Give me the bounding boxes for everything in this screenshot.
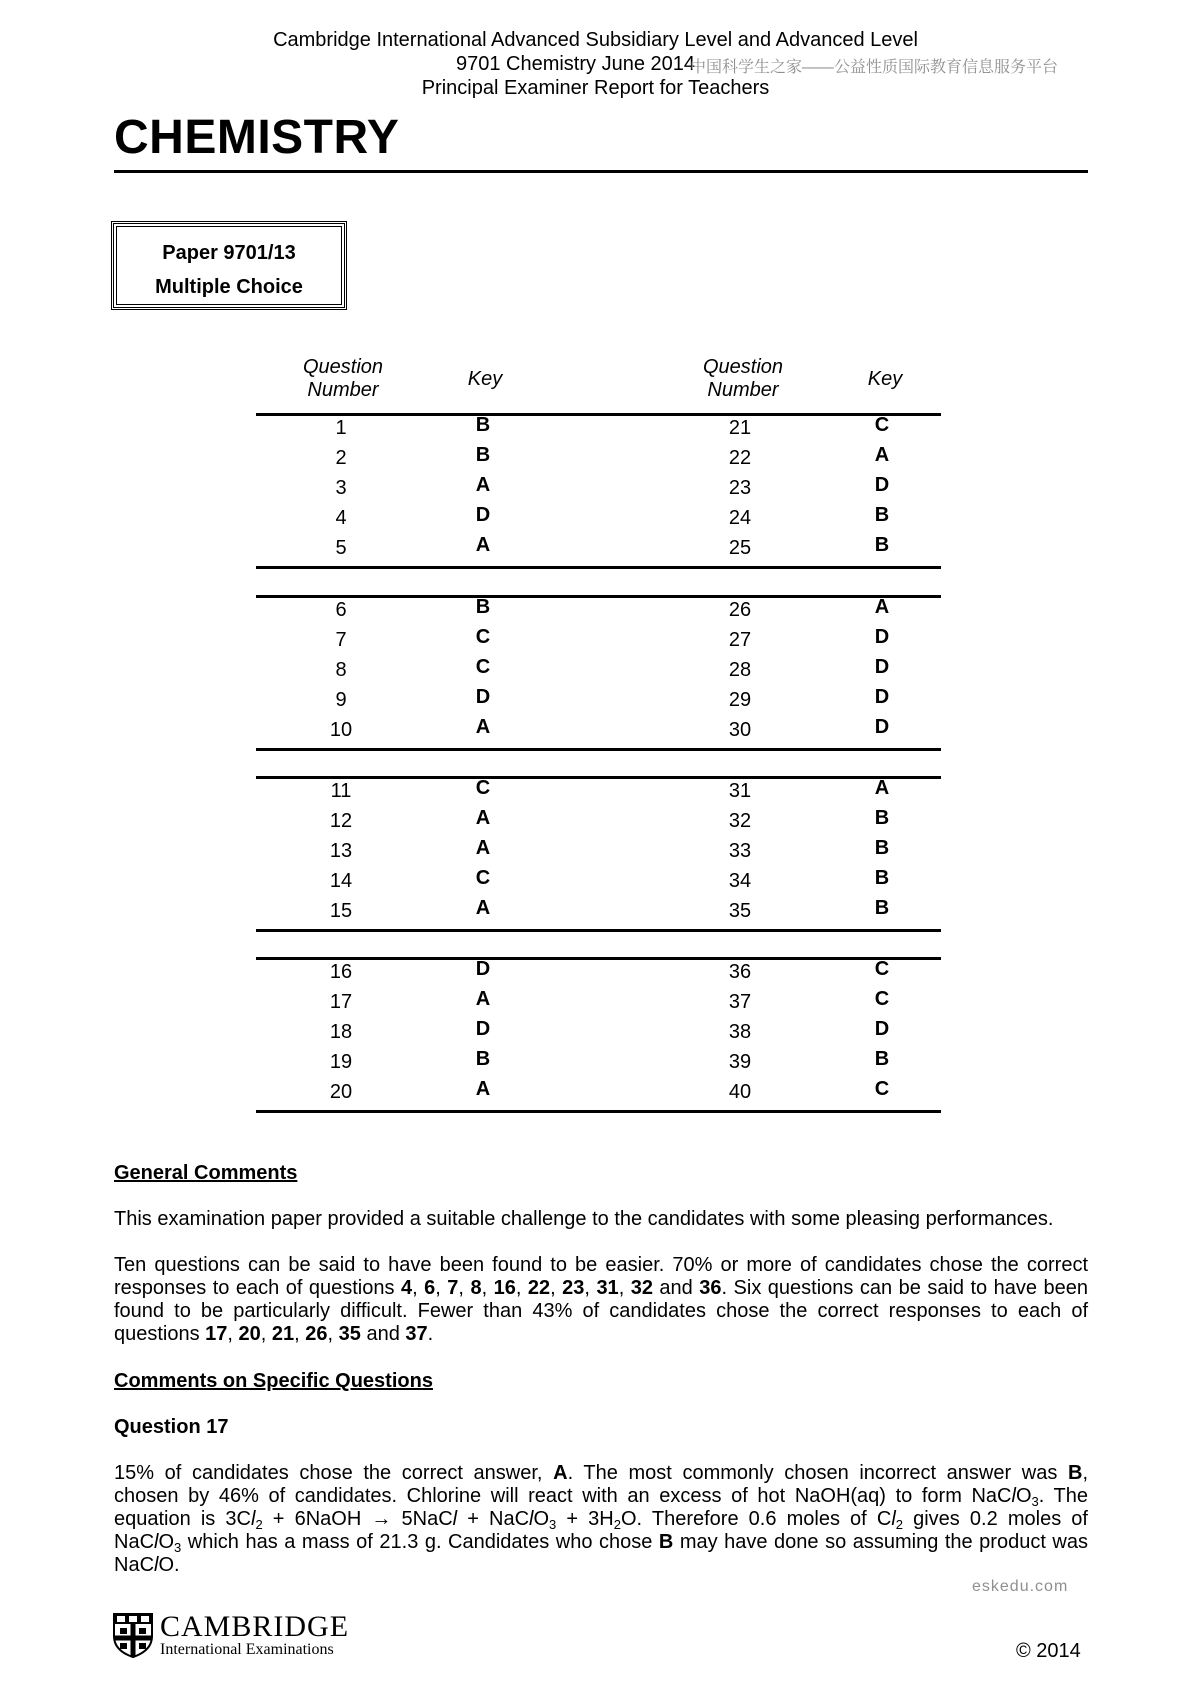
answer-key-cell: D bbox=[874, 626, 890, 648]
question-number-ref: 20 bbox=[238, 1323, 261, 1345]
question-number-cell: 13 bbox=[329, 840, 353, 862]
report-header-line2: 9701 Chemistry June 2014 bbox=[455, 53, 696, 75]
question-number-ref: 36 bbox=[699, 1277, 722, 1299]
general-comments-para1: This examination paper provided a suitable challenge to the candidates with some pleasing performances. bbox=[114, 1208, 1054, 1230]
question-number-cell: 37 bbox=[728, 991, 752, 1013]
question-number-cell: 32 bbox=[728, 810, 752, 832]
answer-key-cell: A bbox=[475, 837, 491, 859]
answer-key-cell: A bbox=[475, 897, 491, 919]
answer-key-cell: A bbox=[874, 596, 890, 618]
question-number-cell: 18 bbox=[329, 1021, 353, 1043]
cambridge-crest-logo bbox=[112, 1612, 154, 1658]
question-number-cell: 9 bbox=[335, 689, 347, 711]
question-number-cell: 6 bbox=[335, 599, 347, 621]
answer-key-cell: C bbox=[475, 656, 491, 678]
specific-comments-heading: Comments on Specific Questions bbox=[114, 1370, 433, 1392]
footer-url: eskedu.com bbox=[972, 1578, 1069, 1595]
question-number-ref: 22 bbox=[527, 1277, 551, 1299]
question-number-cell: 30 bbox=[728, 719, 752, 741]
question-number-cell: 38 bbox=[728, 1021, 752, 1043]
question-number-cell: 12 bbox=[329, 810, 353, 832]
table-rule bbox=[256, 929, 941, 932]
answer-key-cell: B bbox=[874, 867, 890, 889]
answer-key-cell: C bbox=[874, 1078, 890, 1100]
question-number-cell: 11 bbox=[330, 780, 352, 802]
question-number-cell: 33 bbox=[728, 840, 752, 862]
question-number-ref: 26 bbox=[305, 1323, 328, 1345]
column-header-question-number: Question Number bbox=[702, 356, 784, 401]
question-number-ref: 37 bbox=[405, 1323, 428, 1345]
question-number-cell: 29 bbox=[728, 689, 752, 711]
answer-key-cell: B bbox=[475, 596, 491, 618]
question-number-cell: 22 bbox=[728, 447, 752, 469]
column-header-key: Key bbox=[467, 368, 503, 390]
question-number-cell: 20 bbox=[329, 1081, 353, 1103]
question-number-ref: 16 bbox=[493, 1277, 516, 1299]
answer-key-cell: B bbox=[475, 444, 491, 466]
question-number-cell: 36 bbox=[728, 961, 752, 983]
page-title: CHEMISTRY bbox=[114, 111, 400, 164]
question-number-ref: 4 bbox=[400, 1277, 413, 1299]
question-number-cell: 8 bbox=[335, 659, 347, 681]
question-number-ref: 35 bbox=[338, 1323, 361, 1345]
answer-key-cell: A bbox=[475, 988, 491, 1010]
paper-code: Paper 9701/13 bbox=[162, 242, 296, 264]
question-number-cell: 1 bbox=[335, 417, 347, 439]
question-number-cell: 16 bbox=[329, 961, 353, 983]
answer-key-cell: D bbox=[475, 958, 491, 980]
answer-key-cell: D bbox=[874, 1018, 890, 1040]
answer-key-cell: A bbox=[874, 777, 890, 799]
question-number-ref: 23 bbox=[562, 1277, 585, 1299]
answer-key-cell: D bbox=[874, 686, 890, 708]
question-number-cell: 2 bbox=[335, 447, 347, 469]
question-number-ref: 31 bbox=[596, 1277, 619, 1299]
question-number-cell: 34 bbox=[728, 870, 752, 892]
column-header-key: Key bbox=[867, 368, 903, 390]
question-number-cell: 21 bbox=[728, 417, 752, 439]
question-number-cell: 7 bbox=[335, 629, 347, 651]
answer-key-cell: D bbox=[874, 716, 890, 738]
answer-key-cell: A bbox=[475, 474, 491, 496]
answer-key-cell: B bbox=[475, 1048, 491, 1070]
answer-key-cell: D bbox=[874, 474, 890, 496]
question-number-ref: 6 bbox=[424, 1277, 436, 1299]
question-number-cell: 14 bbox=[329, 870, 353, 892]
easy-questions-list: 4, 6, 7, 8, 16, 22, 23, 31, 32 and 36 bbox=[400, 1277, 722, 1299]
question-number-cell: 40 bbox=[728, 1081, 752, 1103]
question-number-cell: 31 bbox=[728, 780, 752, 802]
question-number-ref: 32 bbox=[630, 1277, 653, 1299]
question-number-cell: 25 bbox=[728, 537, 752, 559]
answer-key-cell: D bbox=[475, 504, 491, 526]
answer-key-cell: D bbox=[475, 1018, 491, 1040]
answer-key-cell: C bbox=[874, 958, 890, 980]
report-header-line1: Cambridge International Advanced Subsidiary Level and Advanced Level bbox=[273, 29, 918, 51]
question-number-cell: 28 bbox=[728, 659, 752, 681]
question-number-cell: 27 bbox=[728, 629, 752, 651]
general-comments-para2: Ten questions can be said to have been found to be easier. 70% or more of candidates chose the correct responses to each of questions 4, 6, 7, 8, 16, 22, 23, 31, 32 and 36. Six questions can be said to have been found to be particularly difficult. Fewer than 43% of candidates chose the correct responses to each of questions 17, 20, 21, 26, 35 and 37. bbox=[114, 1254, 1088, 1345]
answer-key-cell: D bbox=[475, 686, 491, 708]
copyright-notice: © 2014 bbox=[1016, 1640, 1081, 1662]
question-number-cell: 17 bbox=[329, 991, 353, 1013]
table-rule bbox=[256, 748, 941, 751]
table-rule bbox=[256, 566, 941, 569]
answer-key-cell: B bbox=[874, 837, 890, 859]
question-number-cell: 24 bbox=[728, 507, 752, 529]
question-17-heading: Question 17 bbox=[114, 1416, 229, 1438]
answer-key-cell: B bbox=[874, 897, 890, 919]
question-number-ref: 8 bbox=[470, 1277, 482, 1299]
answer-key-cell: D bbox=[874, 656, 890, 678]
answer-key-cell: B bbox=[475, 414, 491, 436]
table-rule bbox=[256, 1110, 941, 1113]
watermark-text: 中国科学生之家——公益性质国际教育信息服务平台 bbox=[690, 59, 1059, 76]
question-number-cell: 35 bbox=[728, 900, 752, 922]
paper-type: Multiple Choice bbox=[155, 276, 303, 298]
question-number-cell: 10 bbox=[329, 719, 353, 741]
answer-key-cell: A bbox=[475, 716, 491, 738]
question-number-cell: 5 bbox=[335, 537, 347, 559]
question-number-ref: 21 bbox=[271, 1323, 295, 1345]
question-number-ref: 17 bbox=[205, 1323, 228, 1345]
answer-key-cell: C bbox=[475, 867, 491, 889]
answer-key-cell: C bbox=[475, 626, 491, 648]
answer-key-cell: C bbox=[874, 988, 890, 1010]
question-number-ref: 7 bbox=[447, 1277, 459, 1299]
cambridge-logo-subtitle: International Examinations bbox=[160, 1641, 334, 1658]
question-number-cell: 19 bbox=[329, 1051, 353, 1073]
column-header-question-number: Question Number bbox=[302, 356, 384, 401]
general-comments-heading: General Comments bbox=[114, 1162, 298, 1184]
cambridge-logo-wordmark: CAMBRIDGE bbox=[160, 1610, 350, 1643]
report-header-line3: Principal Examiner Report for Teachers bbox=[421, 77, 770, 99]
question-number-cell: 39 bbox=[728, 1051, 752, 1073]
answer-key-cell: B bbox=[874, 504, 890, 526]
question-number-cell: 26 bbox=[728, 599, 752, 621]
answer-key-cell: A bbox=[475, 1078, 491, 1100]
answer-key-cell: B bbox=[874, 807, 890, 829]
answer-key-cell: A bbox=[475, 534, 491, 556]
question-number-cell: 4 bbox=[335, 507, 347, 529]
answer-key-cell: C bbox=[475, 777, 491, 799]
title-divider bbox=[114, 170, 1088, 173]
answer-key-cell: A bbox=[475, 807, 491, 829]
answer-key-cell: A bbox=[874, 444, 890, 466]
question-number-cell: 3 bbox=[335, 477, 347, 499]
question-17-comment: 15% of candidates chose the correct answer, A. The most commonly chosen incorrect answer was B, chosen by 46% of candidates. Chlorine will react with an excess of hot NaOH(aq) to form NaClO$_3$. The equation is $3Cl_2$ + 6NaOH → 5NaCl + NaClO$_3$ + $3H_2O$. Therefore 0.6 moles of $Cl_2$ gives 0.2 moles of NaClO$_3$ which has a mass of 21.3 g. Candidates who chose B may have done so assuming the product was NaClO. bbox=[114, 1462, 1089, 1576]
paper-info-box bbox=[111, 221, 347, 310]
answer-key-cell: B bbox=[874, 1048, 890, 1070]
answer-key-cell: B bbox=[874, 534, 890, 556]
answer-key-cell: C bbox=[874, 414, 890, 436]
question-number-cell: 23 bbox=[728, 477, 752, 499]
question-number-cell: 15 bbox=[329, 900, 353, 922]
difficult-questions-list: 17, 20, 21, 26, 35 and 37 bbox=[205, 1323, 428, 1345]
